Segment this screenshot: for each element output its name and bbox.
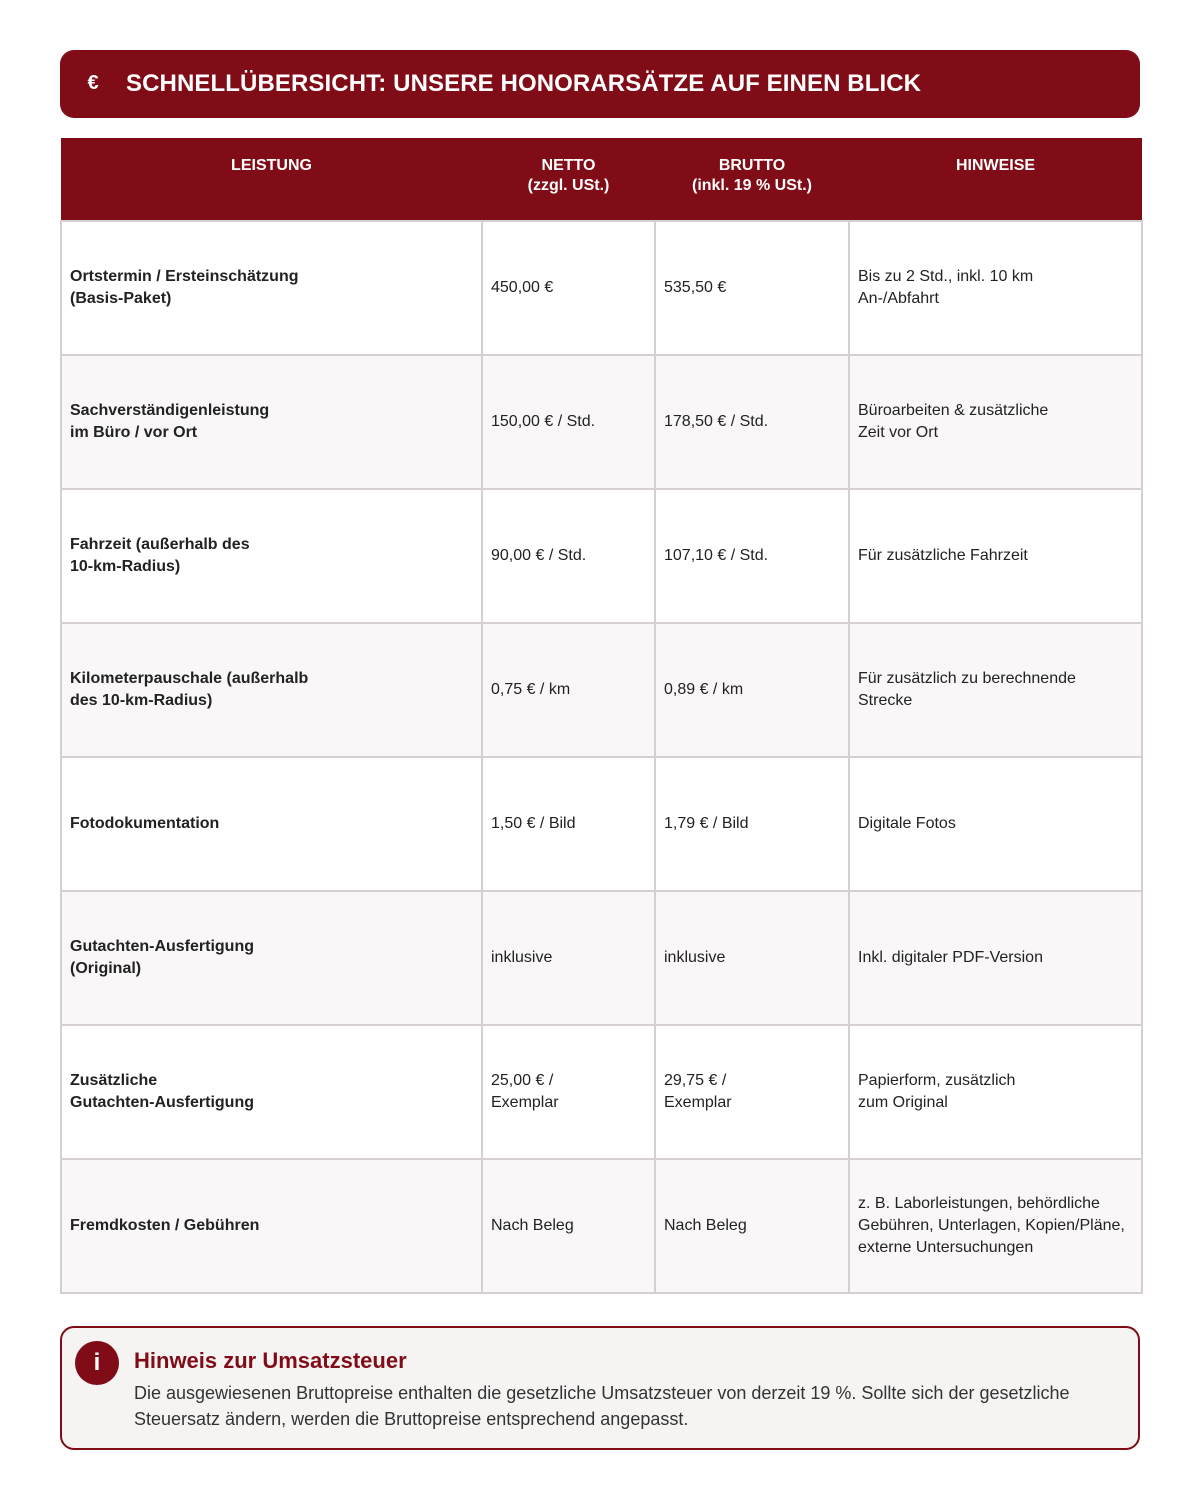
cell-service: Ortstermin / Ersteinschätzung (Basis-Paket) bbox=[61, 221, 482, 355]
cell-gross: 178,50 € / Std. bbox=[655, 355, 849, 489]
fee-table bbox=[60, 138, 1143, 1294]
euro-icon: € bbox=[87, 71, 99, 94]
cell-notes: z. B. Laborleistungen, behördliche Gebühren, Unterlagen, Kopien/Pläne, externe Untersuchungen bbox=[849, 1159, 1142, 1293]
header-gross-sub: (inkl. 19 % USt.) bbox=[691, 177, 813, 194]
cell-gross: 1,79 € / Bild bbox=[655, 757, 849, 891]
info-icon: i bbox=[75, 1341, 119, 1385]
table-row bbox=[61, 221, 1142, 355]
header-net bbox=[482, 138, 655, 221]
cell-gross: 535,50 € bbox=[655, 221, 849, 355]
cell-service: Zusätzliche Gutachten-Ausfertigung bbox=[61, 1025, 482, 1159]
cell-service: Sachverständigenleistung im Büro / vor Ort bbox=[61, 355, 482, 489]
cell-notes: Für zusätzliche Fahrzeit bbox=[849, 489, 1142, 623]
vat-notice-box bbox=[60, 1326, 1140, 1450]
table-row bbox=[61, 1025, 1142, 1159]
cell-service: Fremdkosten / Gebühren bbox=[61, 1159, 482, 1293]
header-gross bbox=[655, 138, 849, 221]
cell-notes: Inkl. digitaler PDF-Version bbox=[849, 891, 1142, 1025]
cell-notes: Für zusätzlich zu berechnende Strecke bbox=[849, 623, 1142, 757]
cell-net: 0,75 € / km bbox=[482, 623, 655, 757]
notice-body: Die ausgewiesenen Bruttopreise enthalten die gesetzliche Umsatzsteuer von derzeit 19 %. Sollte sich der gesetzliche Steuersatz ändern, werden die Bruttopreise entsprechend angepasst. bbox=[134, 1383, 1070, 1429]
cell-gross: 29,75 € / Exemplar bbox=[655, 1025, 849, 1159]
cell-net: 25,00 € / Exemplar bbox=[482, 1025, 655, 1159]
cell-notes: Papierform, zusätzlich zum Original bbox=[849, 1025, 1142, 1159]
cell-service: Kilometerpauschale (außerhalb des 10-km-Radius) bbox=[61, 623, 482, 757]
cell-gross: 0,89 € / km bbox=[655, 623, 849, 757]
cell-notes: Bis zu 2 Std., inkl. 10 km An-/Abfahrt bbox=[849, 221, 1142, 355]
header-notes: HINWEISE bbox=[849, 138, 1142, 221]
cell-gross: Nach Beleg bbox=[655, 1159, 849, 1293]
page-title: SCHNELLÜBERSICHT: UNSERE HONORARSÄTZE AUF EINEN BLICK bbox=[126, 70, 922, 97]
cell-net: 450,00 € bbox=[482, 221, 655, 355]
cell-service: Fahrzeit (außerhalb des 10-km-Radius) bbox=[61, 489, 482, 623]
cell-net: 150,00 € / Std. bbox=[482, 355, 655, 489]
header-net-label: NETTO bbox=[541, 157, 596, 174]
cell-net: inklusive bbox=[482, 891, 655, 1025]
header-banner bbox=[60, 50, 1140, 118]
table-row bbox=[61, 891, 1142, 1025]
table-row bbox=[61, 1159, 1142, 1293]
table-row bbox=[61, 489, 1142, 623]
cell-notes: Büroarbeiten & zusätzliche Zeit vor Ort bbox=[849, 355, 1142, 489]
cell-net: Nach Beleg bbox=[482, 1159, 655, 1293]
notice-title: Hinweis zur Umsatzsteuer bbox=[134, 1348, 407, 1373]
cell-notes: Digitale Fotos bbox=[849, 757, 1142, 891]
header-net-sub: (zzgl. USt.) bbox=[527, 177, 610, 194]
table-header-row bbox=[61, 138, 1142, 221]
cell-net: 90,00 € / Std. bbox=[482, 489, 655, 623]
header-gross-label: BRUTTO bbox=[718, 157, 786, 174]
cell-gross: 107,10 € / Std. bbox=[655, 489, 849, 623]
cell-gross: inklusive bbox=[655, 891, 849, 1025]
table-row bbox=[61, 623, 1142, 757]
header-service: LEISTUNG bbox=[61, 138, 482, 221]
cell-net: 1,50 € / Bild bbox=[482, 757, 655, 891]
cell-service: Gutachten-Ausfertigung (Original) bbox=[61, 891, 482, 1025]
table-row bbox=[61, 757, 1142, 891]
table-row bbox=[61, 355, 1142, 489]
cell-service: Fotodokumentation bbox=[61, 757, 482, 891]
